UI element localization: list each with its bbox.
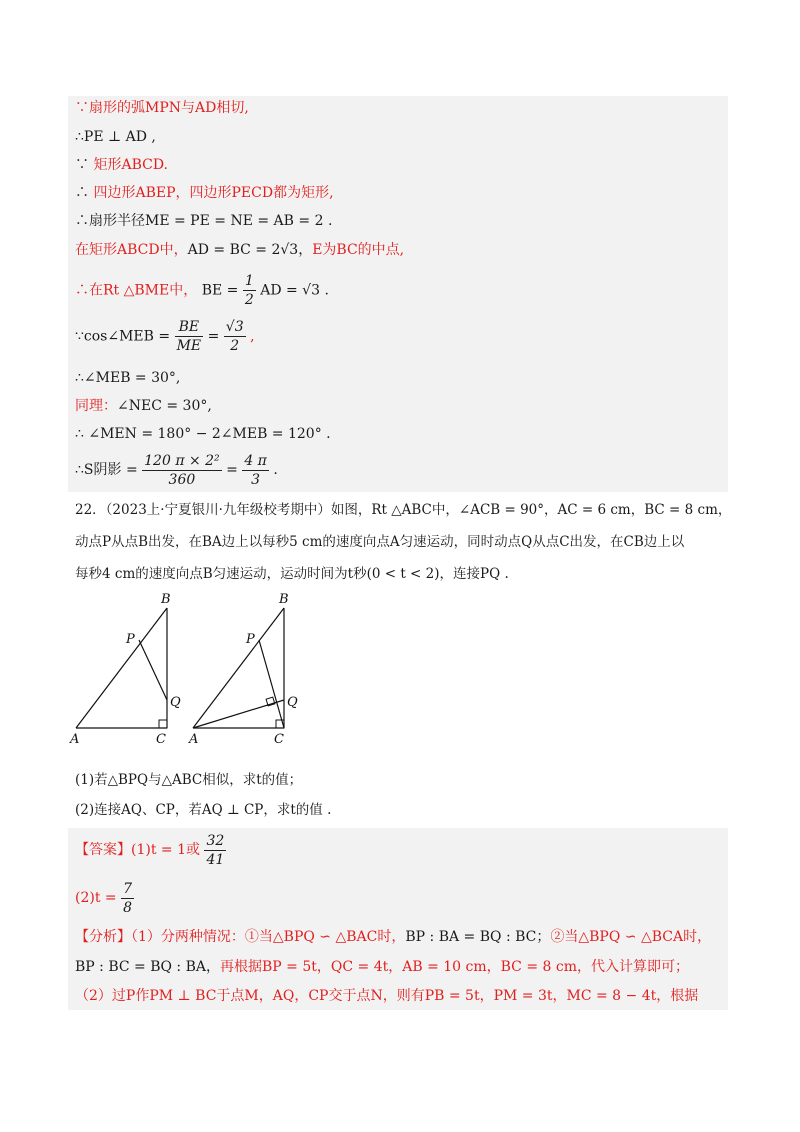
- label-q-1: Q: [170, 695, 181, 710]
- fraction-32-41: [204, 832, 226, 869]
- fraction-num: 1: [244, 273, 254, 289]
- analysis-2-b: 再根据BP = 5t，QC = 4t，AB = 10 cm，BC = 8 cm，代入计算即可；: [220, 959, 689, 975]
- fraction-be-me: [175, 318, 204, 355]
- fraction-den: ME: [176, 338, 202, 354]
- solution-line-4-prefix: ∴: [75, 185, 94, 201]
- answer-2-text: (2)t =: [75, 890, 117, 906]
- solution-line-10-b: ∠NEC = 30°,: [117, 398, 212, 414]
- solution-line-4: [75, 183, 334, 203]
- solution-line-6-b: AD = BC = 2√3，: [187, 242, 313, 258]
- solution-line-3: [75, 155, 168, 175]
- problem-line-1: 22．（2023上·宁夏银川·九年级校考期中）如图，Rt △ABC中，∠ACB = 90°，AC = 6 cm，BC = 8 cm，: [75, 502, 732, 518]
- label-p-1: P: [126, 632, 135, 647]
- fraction-num: √3: [225, 319, 244, 335]
- solution-line-5: ∴扇形半径ME = PE = NE = AB = 2 .: [75, 213, 333, 229]
- fraction-den: 2: [230, 338, 240, 354]
- fraction-num: 32: [206, 832, 225, 849]
- solution-line-7-c: AD = √3 .: [260, 282, 329, 299]
- solution-line-7-b: BE =: [201, 282, 239, 299]
- analysis-1-c: ②当△BPQ ∽ △BCA时，: [550, 929, 712, 945]
- label-q-2: Q: [287, 695, 298, 710]
- analysis-1-a: （1）分两种情况：①当△BPQ ∽ △BAC时，: [131, 929, 406, 945]
- solution-line-10-a: 同理：: [75, 398, 117, 414]
- solution-line-7: [75, 272, 329, 309]
- solution-line-3-prefix: ∵: [75, 157, 94, 173]
- solution-line-12-a: ∴S阴影 =: [75, 462, 138, 478]
- solution-line-8-c: ,: [250, 328, 255, 345]
- solution-line-8: [75, 318, 255, 355]
- solution-line-11: [75, 424, 331, 444]
- solution-line-6: [75, 240, 404, 260]
- solution-line-8-a: ∵cos∠MEB =: [75, 328, 171, 345]
- analysis-1-b: BP : BA = BQ : BC；: [405, 929, 551, 945]
- label-b-1: B: [161, 592, 171, 607]
- solution-line-12: [75, 450, 278, 490]
- fraction-den: 41: [206, 851, 225, 868]
- solution-line-10: [75, 396, 212, 416]
- question-2: (2)连接AQ、CP，若AQ ⊥ CP，求t的值 .: [75, 802, 332, 818]
- analysis-tag: 【分析】: [75, 929, 131, 945]
- figure-1: [69, 592, 181, 747]
- analysis-line-2: [75, 957, 689, 977]
- fraction-4pi-3: [242, 452, 269, 489]
- fraction-num: BE: [175, 318, 204, 337]
- solution-line-9: ∴∠MEB = 30°,: [75, 370, 181, 386]
- figure-2: [188, 592, 298, 747]
- question-1: (1)若△BPQ与△ABC相似，求t的值；: [75, 772, 303, 788]
- analysis-2-a: BP : BC = BQ : BA，: [75, 959, 220, 975]
- solution-line-4-text: 四边形ABEP，四边形PECD都为矩形,: [93, 185, 334, 201]
- solution-line-12-c: .: [273, 462, 278, 478]
- label-b-2: B: [279, 592, 289, 607]
- answer-tag: 【答案】: [75, 842, 131, 858]
- figure-triangles: [60, 588, 320, 750]
- fraction-den: 3: [251, 471, 261, 488]
- fraction-num: 4 π: [244, 452, 267, 469]
- problem-line-2: 动点P从点B出发，在BA边上以每秒5 cm的速度向点A匀速运动，同时动点Q从点C出发，在CB边上以: [75, 534, 685, 550]
- fraction-den: 360: [168, 471, 196, 488]
- fraction-num: 7: [123, 880, 133, 897]
- label-a-1: A: [70, 732, 80, 747]
- solution-line-6-c: E为BC的中点,: [312, 242, 405, 258]
- answer-line-2: [75, 878, 134, 918]
- solution-line-8-b: =: [207, 328, 220, 345]
- fraction-num: 120 π × 2²: [144, 452, 220, 469]
- fraction-7-8: [121, 880, 134, 917]
- fraction-den: 2: [244, 292, 254, 308]
- label-c-2: C: [274, 732, 284, 747]
- label-p-2: P: [246, 632, 255, 647]
- label-a-2: A: [189, 732, 199, 747]
- fraction-one-half: [243, 272, 256, 309]
- label-c-1: C: [156, 732, 166, 747]
- answer-1-text: (1)t = 1或: [131, 842, 200, 858]
- solution-line-2: ∴PE ⊥ AD ,: [75, 129, 156, 145]
- fraction-root3-2: [224, 318, 246, 355]
- solution-line-7-a: ∴在Rt △BME中，: [75, 282, 198, 299]
- solution-line-12-b: =: [226, 462, 238, 478]
- solution-line-6-a: 在矩形ABCD中，: [75, 242, 188, 258]
- solution-line-11-a: ∴: [75, 426, 89, 442]
- solution-line-3-text: 矩形ABCD.: [93, 157, 168, 173]
- analysis-line-3: （2）过P作PM ⊥ BC于点M，AQ，CP交于点N，则有PB = 5t，PM = 3t，MC = 8 − 4t，根据: [75, 988, 699, 1004]
- analysis-line-1: [75, 927, 711, 947]
- fraction-den: 8: [123, 899, 133, 916]
- solution-line-11-b: ∠MEN = 180° − 2∠MEB = 120° .: [88, 426, 331, 442]
- answer-line-1: [75, 830, 226, 870]
- fraction-area: [142, 452, 222, 489]
- problem-line-3: 每秒4 cm的速度向点B匀速运动，运动时间为t秒(0 < t < 2)，连接PQ .: [75, 566, 509, 582]
- solution-line-1: ∵扇形的弧MPN与AD相切,: [75, 100, 249, 116]
